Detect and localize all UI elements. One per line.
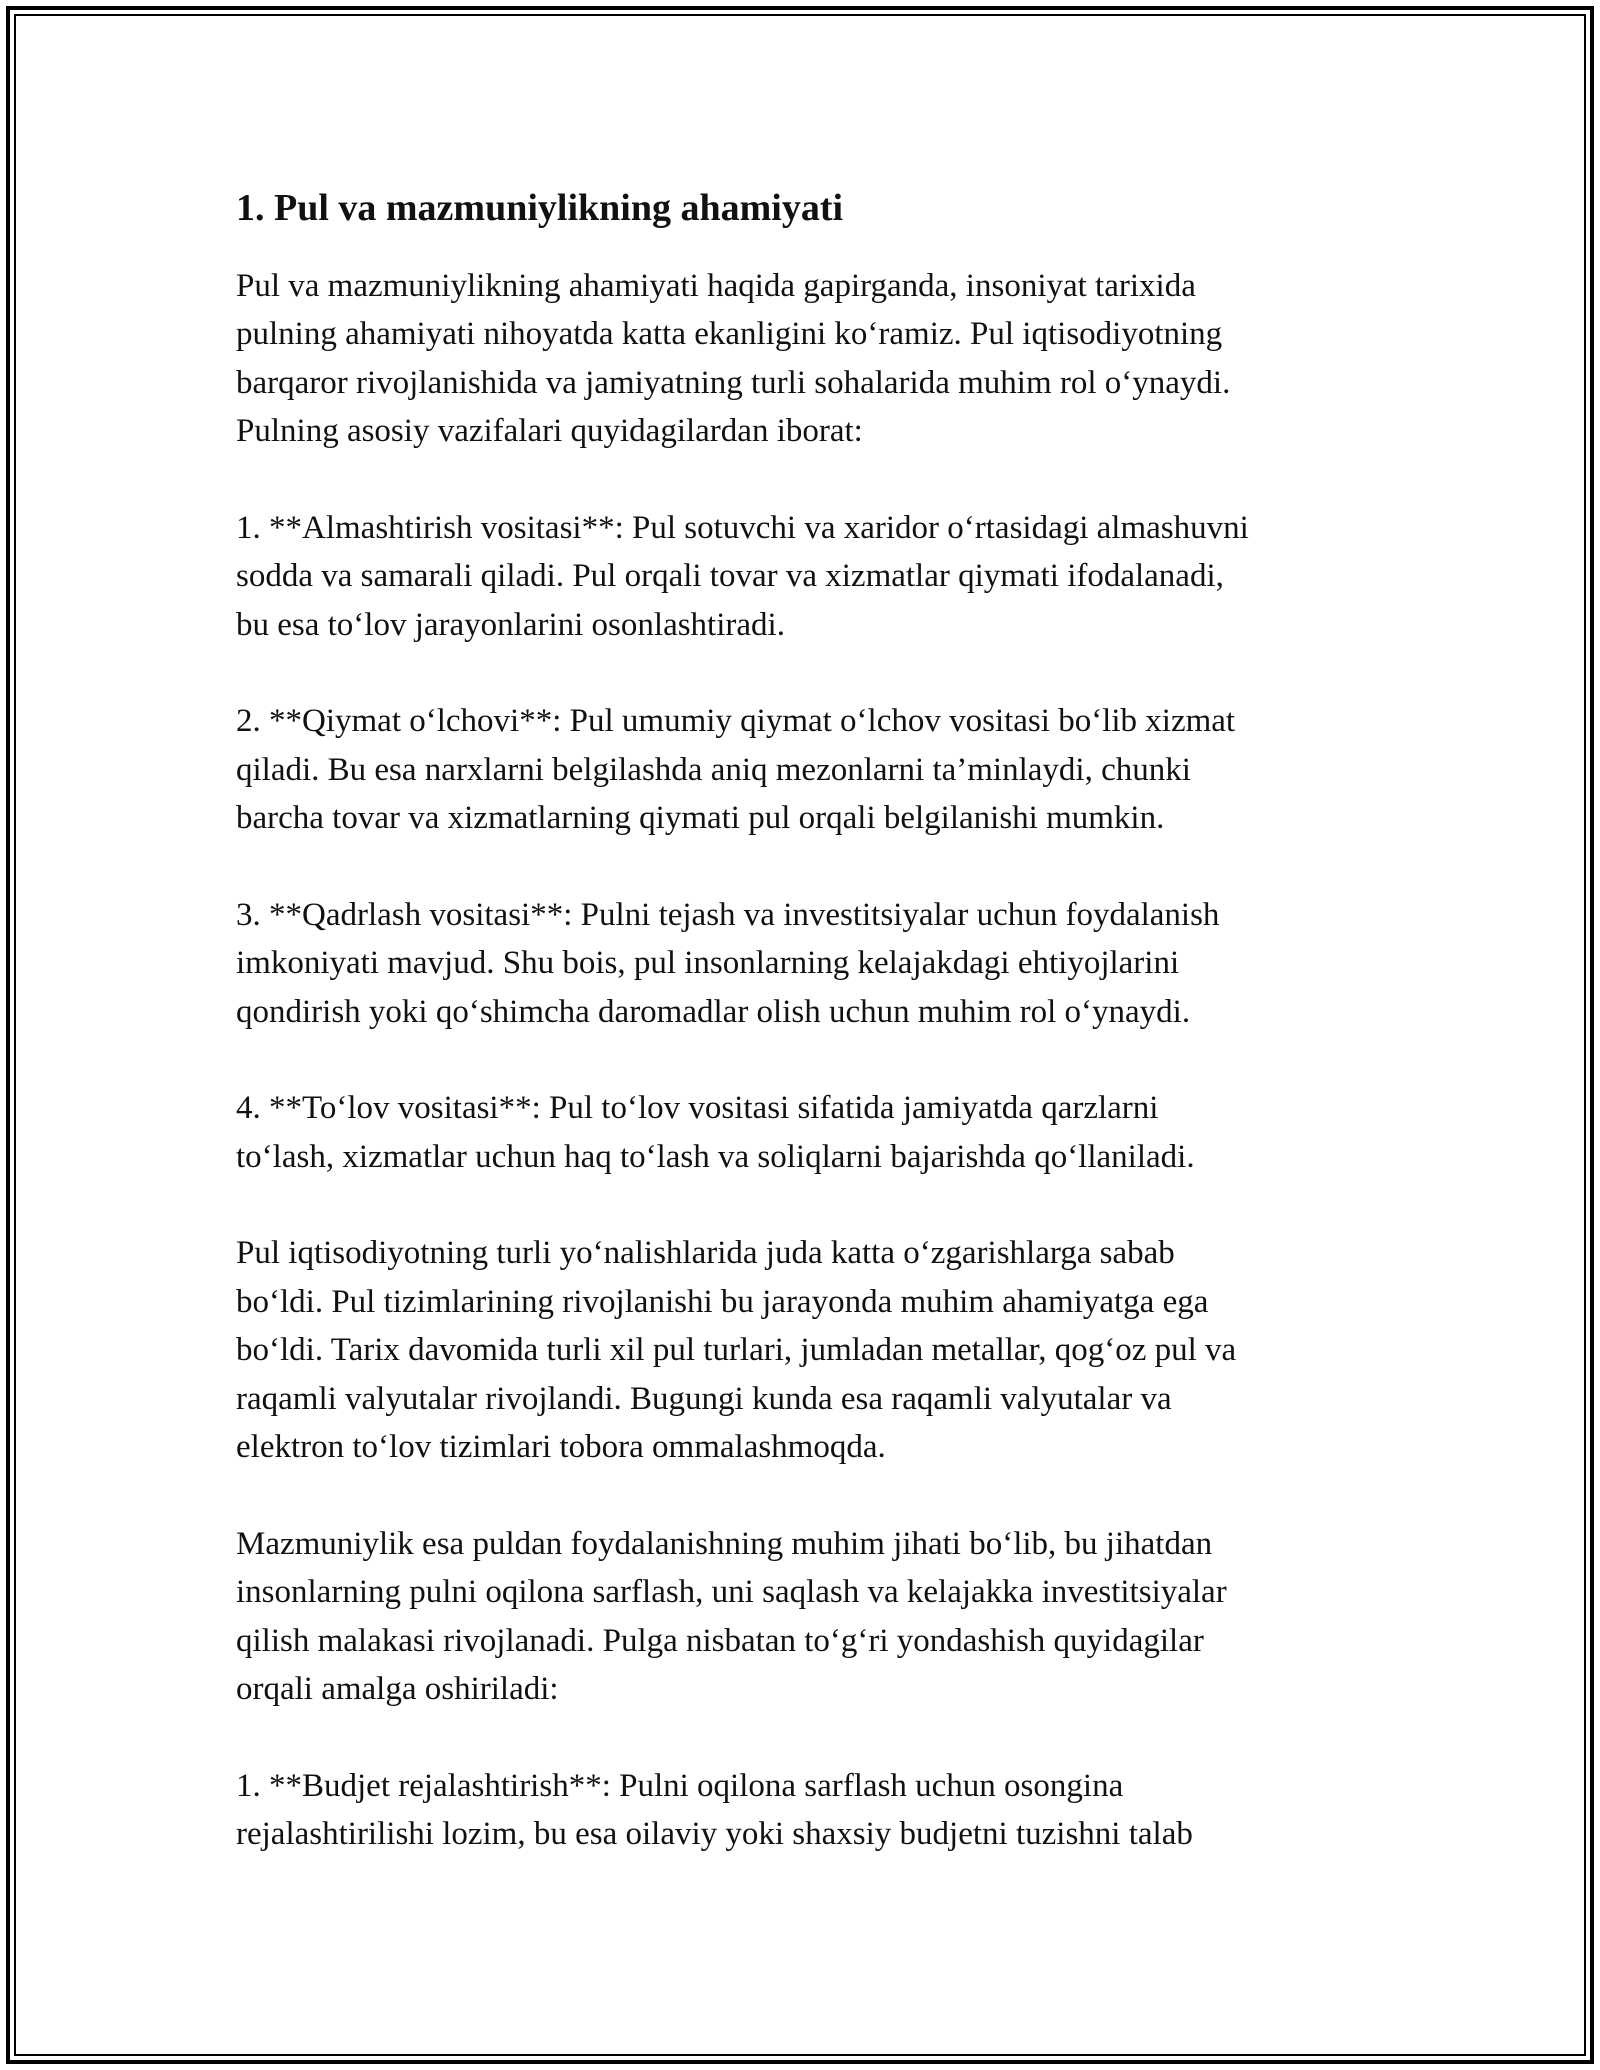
mazmuniylik-paragraph: Mazmuniylik esa puldan foydalanishning muhim jihati bo‘lib, bu jihatdan insonlarning pulni oqilona sarflash, uni saqlash va kelajakka investitsiyalar qilish malakasi rivojlanadi. Pulga nisbatan to‘g‘ri yondashish quyidagilar orqali amalga oshiriladi:	[236, 1525, 1227, 1708]
list-item-tolov: 4. **To‘lov vositasi**: Pul to‘lov vositasi sifatida jamiyatda qarzlarni to‘lash, xizmatlar uchun haq to‘lash va soliqlarni bajarishda qo‘llaniladi.	[236, 1090, 1195, 1175]
list-item-qiymat: 2. **Qiymat o‘lchovi**: Pul umumiy qiymat o‘lchov vositasi bo‘lib xizmat qiladi. Bu esa narxlarni belgilashda aniq mezonlarni ta’minlaydi, chunki barcha tovar va xizmatlarning qiymati pul orqali belgilanishi mumkin.	[236, 703, 1236, 837]
document-title: 1. Pul va mazmuniylikning ahamiyati	[236, 187, 844, 229]
list-item-almashtirish: 1. **Almashtirish vositasi**: Pul sotuvchi va xaridor o‘rtasidagi almashuvni sodda va samarali qiladi. Pul orqali tovar va xizmatlar qiymati ifodalanadi, bu esa to‘lov jarayonlarini osonlashtiradi.	[236, 509, 1249, 643]
list-item-budjet: 1. **Budjet rejalashtirish**: Pulni oqilona sarflash uchun osongina rejalashtirilishi lozim, bu esa oilaviy yoki shaxsiy budjetni tuzishni talab	[236, 1767, 1193, 1853]
intro-paragraph: Pul va mazmuniylikning ahamiyati haqida gapirganda, insoniyat tarixida pulning ahamiyati nihoyatda katta ekanligini ko‘ramiz. Pul iqtisodiyotning barqaror rivojlanishida va jamiyatning turli sohalarida muhim rol o‘ynaydi. Pulning asosiy vazifalari quyidagilardan iborat:	[236, 267, 1231, 450]
history-paragraph: Pul iqtisodiyotning turli yo‘nalishlarida juda katta o‘zgarishlarga sabab bo‘ldi. Pul tizimlarining rivojlanishi bu jarayonda muhim ahamiyatga ega bo‘ldi. Tarix davomida turli xil pul turlari, jumladan metallar, qog‘oz pul va raqamli valyutalar rivojlandi. Bugungi kunda esa raqamli valyutalar va elektron to‘lov tizimlari tobora ommalashmoqda.	[236, 1235, 1237, 1466]
list-item-qadrlash: 3. **Qadrlash vositasi**: Pulni tejash va investitsiyalar uchun foydalanish imkoniyati mavjud. Shu bois, pul insonlarning kelajakdagi ehtiyojlarini qondirish yoki qo‘shimcha daromadlar olish uchun muhim rol o‘ynaydi.	[236, 896, 1220, 1030]
document-body	[236, 186, 1376, 1859]
